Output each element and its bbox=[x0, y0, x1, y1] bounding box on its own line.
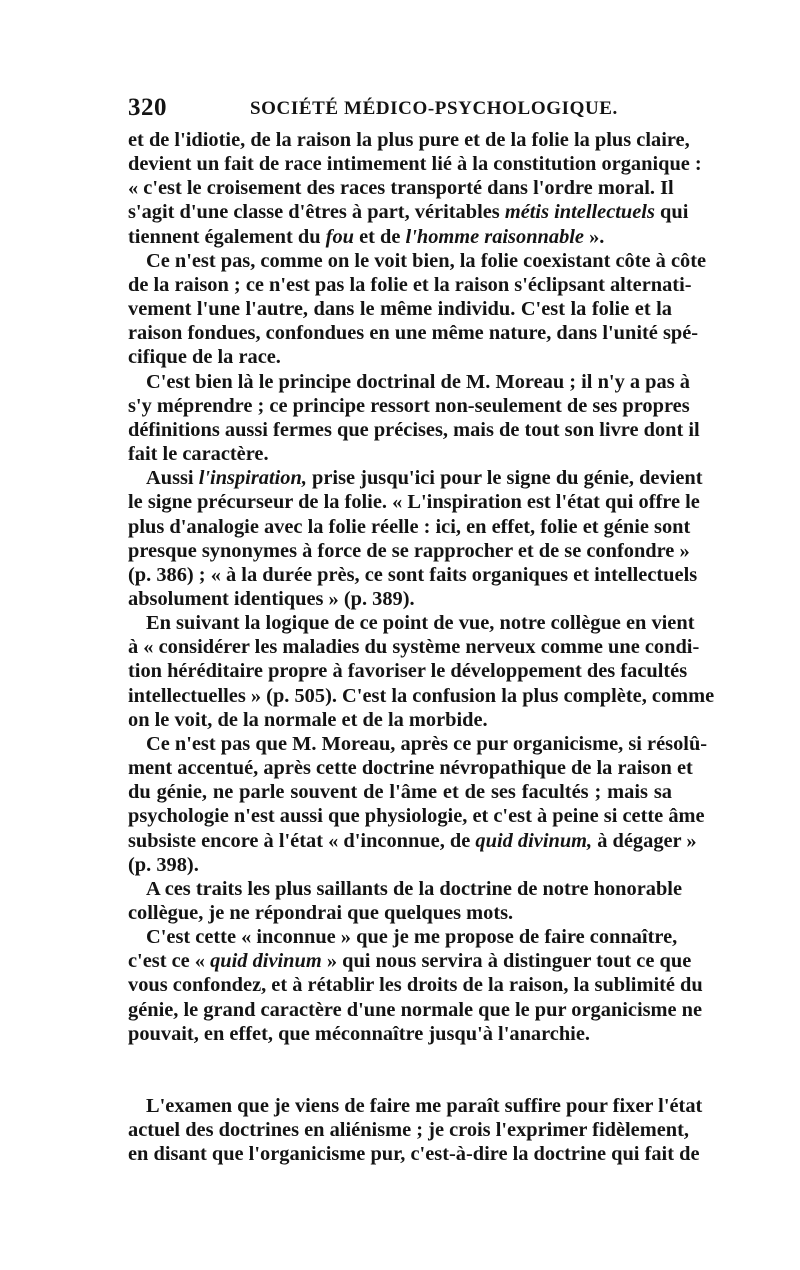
text-line: raison fondues, confondues en une même nature, dans l'unité spé- bbox=[128, 322, 699, 345]
text-line: ment accentué, après cette doctrine névropathique de la raison et bbox=[128, 757, 693, 780]
paragraph-2 bbox=[128, 249, 707, 370]
text-line: pouvait, en effet, que méconnaître jusqu'à l'anarchie. bbox=[128, 1022, 590, 1045]
text-line: Ce n'est pas que M. Moreau, après ce pur organicisme, si résolû- bbox=[146, 732, 708, 755]
text-line: actuel des doctrines en aliénisme ; je crois l'exprimer fidèlement, bbox=[128, 1119, 689, 1142]
text-line: subsiste encore à l'état « d'inconnue, de quid divinum, à dégager » bbox=[128, 829, 697, 852]
text-line: en disant que l'organicisme pur, c'est-à-dire la doctrine qui fait de bbox=[128, 1143, 700, 1166]
text-line: cifique de la race. bbox=[128, 346, 281, 369]
text-line: fait le caractère. bbox=[128, 443, 269, 466]
text-line: vous confondez, et à rétablir les droits de la raison, la sublimité du bbox=[128, 974, 703, 997]
text-line: c'est ce « quid divinum » qui nous servira à distinguer tout ce que bbox=[128, 950, 692, 973]
text-line: et de l'idiotie, de la raison la plus pure et de la folie la plus claire, bbox=[128, 129, 690, 151]
text-line: psychologie n'est aussi que physiologie, et c'est à peine si cette âme bbox=[128, 805, 705, 828]
body-text bbox=[128, 128, 715, 1166]
text-line: plus d'analogie avec la folie réelle : ici, en effet, folie et génie sont bbox=[128, 515, 691, 538]
paragraph-8 bbox=[128, 925, 703, 1046]
paragraph-7 bbox=[128, 877, 683, 925]
page-number: 320 bbox=[128, 94, 167, 121]
text-line: à « considérer les maladies du système nerveux comme une condi- bbox=[128, 636, 700, 659]
paragraph-4 bbox=[128, 466, 703, 611]
text-line: L'examen que je viens de faire me paraît suffire pour fixer l'état bbox=[146, 1094, 703, 1117]
text-line: s'agit d'une classe d'êtres à part, véritables métis intellectuels qui bbox=[128, 201, 689, 224]
text-line: presque synonymes à force de se rapprocher et de se confondre » bbox=[128, 539, 690, 562]
paragraph-9 bbox=[128, 1094, 703, 1166]
text-line: tion héréditaire propre à favoriser le développement des facultés bbox=[128, 660, 688, 683]
text-line: C'est bien là le principe doctrinal de M. Moreau ; il n'y a pas à bbox=[146, 370, 690, 393]
text-line: Ce n'est pas, comme on le voit bien, la folie coexistant côte à côte bbox=[146, 249, 707, 272]
text-line: collègue, je ne répondrai que quelques mots. bbox=[128, 902, 514, 924]
text-line: vement l'une l'autre, dans le même individu. C'est la folie et la bbox=[128, 298, 672, 321]
text-line: de la raison ; ce n'est pas la folie et la raison s'éclipsant alternati- bbox=[128, 273, 692, 296]
paragraph-6 bbox=[128, 732, 708, 877]
text-line: tiennent également du fou et de l'homme raisonnable ». bbox=[128, 225, 605, 248]
text-line: En suivant la logique de ce point de vue, notre collègue en vient bbox=[146, 612, 695, 635]
text-line: « c'est le croisement des races transporté dans l'ordre moral. Il bbox=[128, 177, 674, 200]
text-line: génie, le grand caractère d'une normale que le pur organicisme ne bbox=[128, 998, 703, 1021]
text-line: définitions aussi fermes que précises, mais de tout son livre dont il bbox=[128, 418, 700, 441]
paragraph-3 bbox=[128, 370, 700, 467]
text-line: A ces traits les plus saillants de la doctrine de notre honorable bbox=[146, 877, 683, 900]
text-line: devient un fait de race intimement lié à la constitution organique : bbox=[128, 153, 702, 176]
text-line: le signe précurseur de la folie. « L'inspiration est l'état qui offre le bbox=[128, 491, 700, 514]
text-line: Aussi l'inspiration, prise jusqu'ici pour le signe du génie, devient bbox=[146, 467, 703, 490]
paragraph-1 bbox=[128, 128, 702, 249]
text-line: on le voit, de la normale et de la morbide. bbox=[128, 708, 488, 731]
paragraph-5 bbox=[128, 611, 715, 732]
running-title: SOCIÉTÉ MÉDICO-PSYCHOLOGIQUE. bbox=[250, 98, 618, 119]
page-header bbox=[128, 88, 668, 128]
text-line: (p. 398). bbox=[128, 853, 199, 876]
text-line: absolument identiques » (p. 389). bbox=[128, 587, 415, 610]
text-line: du génie, ne parle souvent de l'âme et de ses facultés ; mais sa bbox=[128, 781, 672, 804]
text-line: intellectuelles » (p. 505). C'est la confusion la plus complète, comme bbox=[128, 684, 715, 707]
text-line: C'est cette « inconnue » que je me propose de faire connaître, bbox=[146, 926, 678, 949]
text-line: s'y méprendre ; ce principe ressort non-seulement de ses propres bbox=[128, 394, 690, 417]
text-line: (p. 386) ; « à la durée près, ce sont faits organiques et intellectuels bbox=[128, 563, 698, 586]
